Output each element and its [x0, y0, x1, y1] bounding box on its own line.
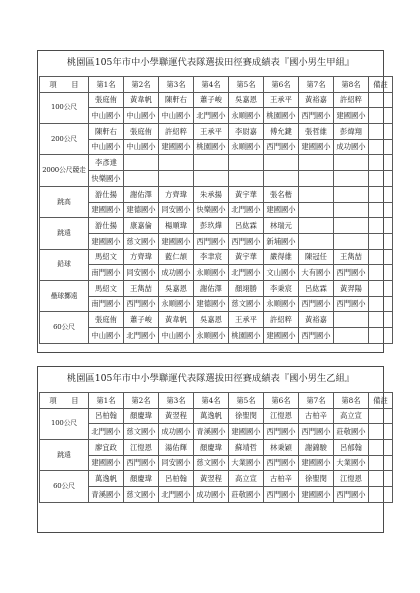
athlete-name: 呂郁翰	[334, 440, 369, 456]
athlete-school: 成功國小	[159, 265, 194, 281]
athlete-name: 古柏辛	[299, 408, 334, 424]
athlete-name: 張庭侑	[124, 124, 159, 140]
athlete-school: 西門國小	[334, 265, 369, 281]
athlete-name: 江愷恩	[124, 440, 159, 456]
note-cell	[369, 233, 393, 249]
athlete-school: 西門國小	[229, 233, 264, 249]
athlete-school: 永順國小	[229, 108, 264, 124]
athlete-school: 慈文國小	[124, 487, 159, 503]
athlete-school: 慈文國小	[124, 424, 159, 440]
athlete-name: 王雋喆	[124, 280, 159, 296]
athlete-school: 西門國小	[264, 455, 299, 471]
athlete-school: 西門國小	[124, 296, 159, 312]
athlete-name: 陳冠任	[299, 249, 334, 265]
event-names-row	[40, 186, 393, 202]
athlete-school: 建國國小	[89, 233, 124, 249]
athlete-name: 呂紘霖	[299, 280, 334, 296]
athlete-school: 永順國小	[264, 296, 299, 312]
athlete-school: 中山國小	[124, 139, 159, 155]
athlete-name	[159, 155, 194, 171]
athlete-school: 建國國小	[334, 108, 369, 124]
athlete-name: 吳嘉恩	[229, 92, 264, 108]
athlete-name	[264, 155, 299, 171]
athlete-name: 方齊瑋	[159, 186, 194, 202]
athlete-school: 新埔國小	[264, 233, 299, 249]
athlete-name: 傅允鍵	[264, 124, 299, 140]
athlete-school: 北門國小	[229, 265, 264, 281]
athlete-name: 黃翌程	[159, 408, 194, 424]
athlete-name: 呂柏翰	[89, 408, 124, 424]
athlete-name	[334, 312, 369, 328]
athlete-school: 建國國小	[299, 455, 334, 471]
athlete-name	[124, 155, 159, 171]
athlete-school: 桃園國小	[194, 139, 229, 155]
athlete-school: 青溪國小	[194, 424, 229, 440]
athlete-school: 建國國小	[299, 139, 334, 155]
header-place-6: 第6名	[264, 393, 299, 409]
athlete-name: 張哲維	[299, 124, 334, 140]
athlete-name: 黃韋帆	[124, 92, 159, 108]
athlete-name: 顏慶瑋	[124, 408, 159, 424]
athlete-name: 林瑞元	[264, 218, 299, 234]
athlete-school: 北門國小	[229, 202, 264, 218]
athlete-school	[159, 171, 194, 187]
header-event: 項 目	[40, 393, 89, 409]
athlete-name: 湯佑輝	[159, 440, 194, 456]
athlete-name: 顏慶瑋	[194, 440, 229, 456]
athlete-name: 萬逸帆	[89, 471, 124, 487]
event-schools-row	[40, 265, 393, 281]
athlete-name: 李聿宸	[194, 249, 229, 265]
athlete-school: 西門國小	[299, 328, 334, 344]
athlete-school: 西門國小	[264, 424, 299, 440]
athlete-name: 游仕揚	[89, 218, 124, 234]
athlete-school: 同安國小	[124, 265, 159, 281]
athlete-school: 西門國小	[264, 487, 299, 503]
note-cell	[369, 92, 393, 108]
athlete-school: 南門國小	[89, 296, 124, 312]
event-name: 跳遠	[40, 440, 89, 471]
athlete-name: 彭玖燁	[194, 218, 229, 234]
athlete-school	[334, 171, 369, 187]
athlete-school: 同安國小	[159, 202, 194, 218]
event-names-row	[40, 280, 393, 296]
note-cell	[369, 171, 393, 187]
athlete-school: 建德國小	[124, 202, 159, 218]
note-cell	[369, 218, 393, 234]
athlete-school: 中山國小	[89, 108, 124, 124]
event-names-row	[40, 440, 393, 456]
athlete-school: 青溪國小	[89, 487, 124, 503]
event-names-row	[40, 218, 393, 234]
athlete-school: 北門國小	[124, 328, 159, 344]
event-schools-row	[40, 487, 393, 503]
athlete-school: 建國國小	[264, 202, 299, 218]
event-schools-row	[40, 171, 393, 187]
athlete-name	[334, 186, 369, 202]
header-place-4: 第4名	[194, 393, 229, 409]
athlete-school: 莊敬國小	[334, 424, 369, 440]
header-note: 備註	[369, 77, 393, 93]
athlete-name: 呂柏翰	[159, 471, 194, 487]
athlete-school: 建國國小	[159, 233, 194, 249]
athlete-school: 慈文國小	[194, 455, 229, 471]
athlete-school: 永順國小	[194, 265, 229, 281]
athlete-name: 嚴得維	[264, 249, 299, 265]
athlete-name: 謝佑澤	[124, 186, 159, 202]
event-schools-row	[40, 328, 393, 344]
athlete-school: 文山國小	[264, 265, 299, 281]
athlete-name: 黃翌程	[194, 471, 229, 487]
event-name: 100公尺	[40, 92, 89, 123]
athlete-name: 吳嘉恩	[194, 312, 229, 328]
header-place-5: 第5名	[229, 393, 264, 409]
note-cell	[369, 296, 393, 312]
athlete-name: 許紹粹	[334, 92, 369, 108]
athlete-school	[124, 171, 159, 187]
header-row	[40, 77, 393, 93]
athlete-name: 呂紘霖	[229, 218, 264, 234]
athlete-school: 建德國小	[194, 296, 229, 312]
athlete-school: 西門國小	[299, 424, 334, 440]
athlete-name: 彭煒翔	[334, 124, 369, 140]
athlete-name: 林秉穎	[264, 440, 299, 456]
athlete-name: 馬紹文	[89, 280, 124, 296]
athlete-school: 中山國小	[89, 139, 124, 155]
header-place-4: 第4名	[194, 77, 229, 93]
athlete-name: 李秉宸	[264, 280, 299, 296]
athlete-school: 成功國小	[194, 487, 229, 503]
athlete-name: 藍仁頡	[159, 249, 194, 265]
note-cell	[369, 471, 393, 487]
athlete-school: 快樂國小	[194, 202, 229, 218]
athlete-name: 王雋喆	[334, 249, 369, 265]
athlete-name: 蕭子峻	[194, 92, 229, 108]
athlete-name: 吳嘉恩	[159, 280, 194, 296]
athlete-school	[299, 202, 334, 218]
athlete-name: 黃裕嘉	[299, 312, 334, 328]
athlete-school	[334, 328, 369, 344]
header-event: 項 目	[40, 77, 89, 93]
athlete-school: 西門國小	[264, 139, 299, 155]
athlete-name: 張庭侑	[89, 312, 124, 328]
note-cell	[369, 424, 393, 440]
athlete-name: 黃宇華	[229, 186, 264, 202]
note-cell	[369, 265, 393, 281]
athlete-name	[194, 155, 229, 171]
athlete-name: 張庭侑	[89, 92, 124, 108]
athlete-school: 中山國小	[159, 108, 194, 124]
note-cell	[369, 440, 393, 456]
athlete-school: 西門國小	[334, 487, 369, 503]
athlete-name: 古柏辛	[264, 471, 299, 487]
athlete-school: 同安國小	[159, 455, 194, 471]
athlete-school: 建國國小	[299, 487, 334, 503]
athlete-school: 中山國小	[159, 328, 194, 344]
header-place-2: 第2名	[124, 393, 159, 409]
header-row	[40, 393, 393, 409]
athlete-school: 桃園國小	[264, 108, 299, 124]
athlete-name: 李彥達	[89, 155, 124, 171]
athlete-name	[299, 155, 334, 171]
event-names-row	[40, 249, 393, 265]
athlete-school: 慈文國小	[229, 296, 264, 312]
athlete-name: 王承平	[264, 92, 299, 108]
athlete-name: 康嘉倫	[124, 218, 159, 234]
athlete-school: 北門國小	[159, 487, 194, 503]
note-cell	[369, 139, 393, 155]
event-name: 200公尺	[40, 124, 89, 155]
note-cell	[369, 108, 393, 124]
header-place-7: 第7名	[299, 77, 334, 93]
results-sheet-boys-group-a	[37, 50, 388, 353]
athlete-school: 永順國小	[159, 296, 194, 312]
event-schools-row	[40, 108, 393, 124]
athlete-name	[299, 186, 334, 202]
athlete-name: 馬紹文	[89, 249, 124, 265]
athlete-name: 楊順瑋	[159, 218, 194, 234]
athlete-name: 王承平	[194, 124, 229, 140]
athlete-name: 黃韋帆	[159, 312, 194, 328]
athlete-name: 朱承揚	[194, 186, 229, 202]
athlete-school: 中山國小	[89, 328, 124, 344]
athlete-name: 王承平	[229, 312, 264, 328]
event-schools-row	[40, 139, 393, 155]
header-place-8: 第8名	[334, 77, 369, 93]
sheet-title: 桃園區105年市中小學聯運代表隊選拔田徑賽成績表『國小男生乙組』	[66, 373, 355, 384]
athlete-school: 莊敬國小	[229, 487, 264, 503]
event-name: 跳高	[40, 186, 89, 217]
athlete-school: 西門國小	[334, 296, 369, 312]
athlete-name	[334, 218, 369, 234]
header-place-7: 第7名	[299, 393, 334, 409]
athlete-name: 江愷恩	[264, 408, 299, 424]
athlete-school: 快樂國小	[89, 171, 124, 187]
athlete-name: 顏翊勝	[229, 280, 264, 296]
athlete-name: 張名楷	[264, 186, 299, 202]
athlete-name: 顏慶瑋	[124, 471, 159, 487]
note-cell	[369, 455, 393, 471]
header-place-5: 第5名	[229, 77, 264, 93]
header-note: 備註	[369, 393, 393, 409]
athlete-name: 許紹粹	[159, 124, 194, 140]
athlete-name: 高立宣	[334, 408, 369, 424]
athlete-name: 徐聖閔	[229, 408, 264, 424]
note-cell	[369, 202, 393, 218]
header-place-1: 第1名	[89, 77, 124, 93]
note-cell	[369, 249, 393, 265]
athlete-name: 徐聖閔	[299, 471, 334, 487]
event-names-row	[40, 155, 393, 171]
athlete-school: 大業國小	[229, 455, 264, 471]
event-names-row	[40, 312, 393, 328]
athlete-school: 北門國小	[89, 424, 124, 440]
header-place-6: 第6名	[264, 77, 299, 93]
athlete-name: 黃宇華	[229, 249, 264, 265]
athlete-name: 高立宣	[229, 471, 264, 487]
event-name: 2000公尺競走	[40, 155, 89, 186]
athlete-school: 西門國小	[299, 108, 334, 124]
note-cell	[369, 312, 393, 328]
athlete-school: 成功國小	[159, 424, 194, 440]
athlete-name: 萬逸帆	[194, 408, 229, 424]
event-names-row	[40, 408, 393, 424]
athlete-school: 永順國小	[194, 328, 229, 344]
athlete-school	[229, 171, 264, 187]
athlete-school: 永順國小	[229, 139, 264, 155]
athlete-school: 大業國小	[334, 455, 369, 471]
header-place-3: 第3名	[159, 77, 194, 93]
athlete-name: 陳軒右	[89, 124, 124, 140]
athlete-school: 大有國小	[299, 265, 334, 281]
athlete-school: 中山國小	[124, 108, 159, 124]
results-table	[39, 392, 393, 503]
event-schools-row	[40, 296, 393, 312]
athlete-name: 謝佑澤	[194, 280, 229, 296]
header-place-2: 第2名	[124, 77, 159, 93]
athlete-school	[299, 171, 334, 187]
note-cell	[369, 280, 393, 296]
athlete-school: 建國國小	[159, 139, 194, 155]
note-cell	[369, 124, 393, 140]
athlete-name: 方齊瑋	[124, 249, 159, 265]
athlete-name: 蕭子峻	[124, 312, 159, 328]
athlete-name: 江愷恩	[334, 471, 369, 487]
athlete-school: 南門國小	[89, 265, 124, 281]
event-name: 壘球擲遠	[40, 280, 89, 311]
event-schools-row	[40, 202, 393, 218]
event-name: 100公尺	[40, 408, 89, 439]
note-cell	[369, 328, 393, 344]
athlete-name	[229, 155, 264, 171]
sheet-title: 桃園區105年市中小學聯運代表隊選拔田徑賽成績表『國小男生甲組』	[66, 57, 355, 68]
athlete-name: 許紹粹	[264, 312, 299, 328]
results-sheet-boys-group-b	[37, 366, 388, 533]
athlete-name	[299, 218, 334, 234]
athlete-name	[334, 155, 369, 171]
event-schools-row	[40, 424, 393, 440]
event-name: 鉛球	[40, 249, 89, 280]
note-cell	[369, 155, 393, 171]
event-schools-row	[40, 233, 393, 249]
athlete-name: 蘇靖哲	[229, 440, 264, 456]
athlete-school: 建國國小	[229, 424, 264, 440]
athlete-school: 西門國小	[299, 296, 334, 312]
header-place-1: 第1名	[89, 393, 124, 409]
athlete-name: 廖宜政	[89, 440, 124, 456]
athlete-school	[334, 233, 369, 249]
athlete-name: 黃羿陽	[334, 280, 369, 296]
event-name: 60公尺	[40, 471, 89, 502]
note-cell	[369, 186, 393, 202]
athlete-school: 西門國小	[194, 233, 229, 249]
athlete-school: 桃園國小	[229, 328, 264, 344]
athlete-name: 游仕揚	[89, 186, 124, 202]
event-names-row	[40, 471, 393, 487]
event-names-row	[40, 124, 393, 140]
athlete-name: 陳軒右	[159, 92, 194, 108]
note-cell	[369, 408, 393, 424]
note-cell	[369, 487, 393, 503]
results-table	[39, 76, 393, 344]
athlete-school	[194, 171, 229, 187]
athlete-name: 黃裕嘉	[299, 92, 334, 108]
athlete-school: 建國國小	[89, 202, 124, 218]
header-place-8: 第8名	[334, 393, 369, 409]
athlete-school: 建國國小	[89, 455, 124, 471]
athlete-name: 李尉嘉	[229, 124, 264, 140]
athlete-school	[264, 171, 299, 187]
event-names-row	[40, 92, 393, 108]
athlete-school: 成功國小	[334, 139, 369, 155]
athlete-school	[299, 233, 334, 249]
athlete-school: 西門國小	[124, 455, 159, 471]
event-name: 60公尺	[40, 312, 89, 343]
athlete-school	[334, 202, 369, 218]
athlete-school: 北門國小	[194, 108, 229, 124]
athlete-school: 慈文國小	[124, 233, 159, 249]
athlete-name: 謝錦駿	[299, 440, 334, 456]
header-place-3: 第3名	[159, 393, 194, 409]
athlete-school: 建國國小	[264, 328, 299, 344]
event-name: 跳遠	[40, 218, 89, 249]
event-schools-row	[40, 455, 393, 471]
